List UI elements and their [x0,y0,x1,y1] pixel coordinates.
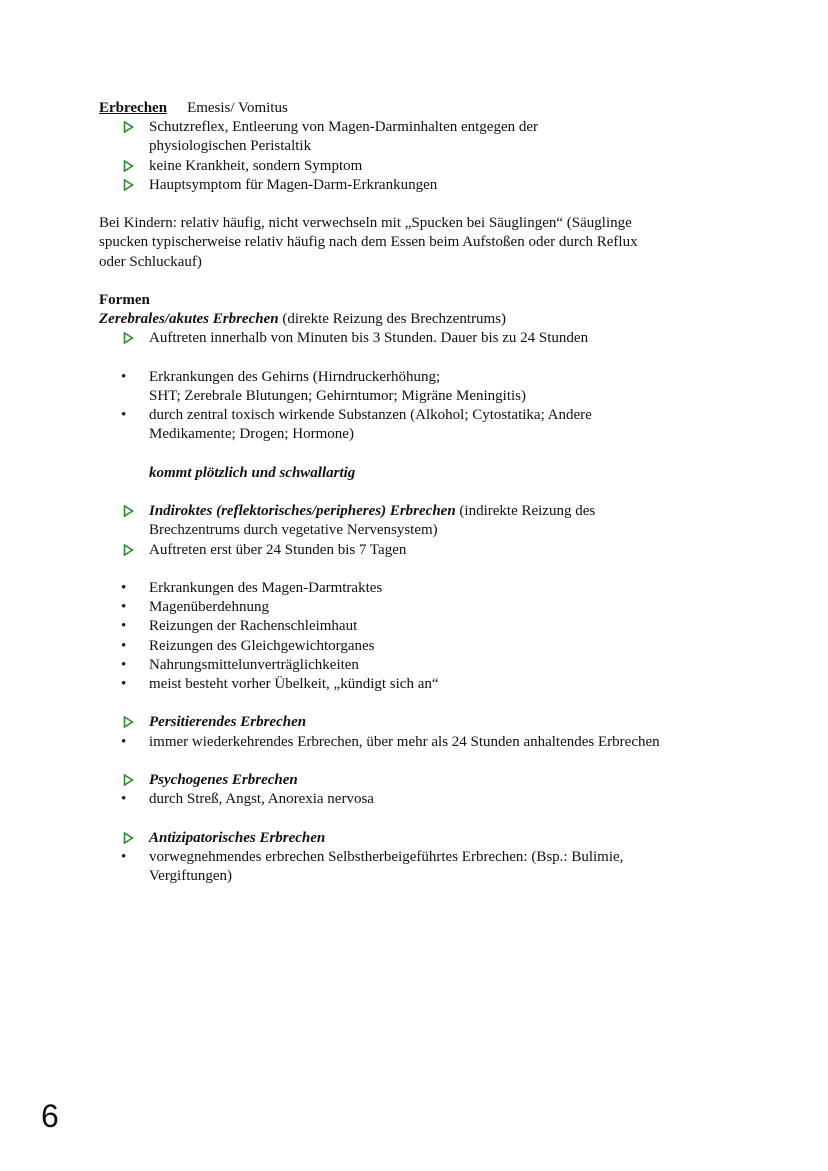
indirekt-title: Indiroktes (reflektorisches/peripheres) Erbrechen [149,503,456,520]
zerebral-summary [99,464,739,483]
zerebral-title: Zerebrales/akutes Erbrechen [99,311,279,328]
cause-text: meist besteht vorher Übelkeit, „kündigt sich an“ [149,676,439,692]
cause-text: durch zentral toxisch wirkende Substanzen (Alkohol; Cytostatika; Andere [149,407,592,424]
cause-text: Erkrankungen des Magen-Darmtraktes [149,579,383,596]
indirekt-cause [99,656,739,675]
page-number: 6 [41,1098,59,1134]
bullet-icon: • [121,637,127,654]
psychogen-desc [99,790,739,809]
bullet-icon: • [121,407,127,424]
intro-point-text: Schutzreflex, Entleerung von Magen-Darminhalten entgegen der [149,119,539,136]
intro-point-text: keine Krankheit, sondern Symptom [149,157,363,174]
zerebral-timing-text: Auftreten innerhalb von Minuten bis 3 Stunden. Dauer bis zu 24 Stunden [149,330,589,347]
zerebral-heading [99,310,739,329]
zerebral-cause [99,406,739,444]
indirekt-cause [99,598,739,617]
paragraph-line: oder Schluckauf) [99,253,202,270]
formen-heading: Formen [99,292,150,308]
heading-subtitle: Emesis/ Vomitus [187,100,288,116]
desc-text: durch Streß, Angst, Anorexia nervosa [149,791,374,808]
bullet-icon: • [121,599,127,616]
bullet-icon: • [121,733,127,750]
arrow-icon [123,502,135,521]
indirekt-cause [99,617,739,636]
document-content [99,99,739,886]
arrow-icon [123,329,135,348]
arrow-icon [123,829,135,848]
antizipatorisch-title: Antizipatorisches Erbrechen [149,829,326,846]
indirekt-timing [99,541,739,560]
zerebral-cause [99,368,739,406]
section-heading [99,99,739,118]
bullet-icon: • [121,368,127,385]
zerebral-note: (direkte Reizung des Brechzentrums) [282,311,506,328]
indirekt-note: Brechzentrums durch vegetative Nervensystem) [149,522,438,539]
bullet-icon: • [121,618,127,635]
desc-text: immer wiederkehrendes Erbrechen, über mehr als 24 Stunden anhaltendes Erbrechen [149,733,660,750]
intro-point [99,157,739,176]
persistierend-heading [99,713,739,732]
bullet-icon: • [121,848,127,865]
desc-text: Vergiftungen) [149,867,233,884]
cause-text: Reizungen des Gleichgewichtorganes [149,637,375,654]
kinder-paragraph [99,214,739,272]
intro-point-text: physiologischen Peristaltik [149,138,312,155]
persistierend-desc [99,733,739,752]
cause-text: Magenüberdehnung [149,599,269,616]
cause-text: Erkrankungen des Gehirns (Hirndruckerhöhung; [149,368,441,385]
indirekt-cause [99,579,739,598]
indirekt-note: (indirekte Reizung des [459,503,596,520]
indirekt-timing-text: Auftreten erst über 24 Stunden bis 7 Tagen [149,541,407,558]
persistierend-title: Persitierendes Erbrechen [149,714,307,731]
intro-point [99,176,739,195]
cause-text: SHT; Zerebrale Blutungen; Gehirntumor; Migräne Meningitis) [149,388,527,404]
arrow-icon [123,771,135,790]
arrow-icon [123,118,135,137]
intro-point [99,118,739,156]
cause-text: Nahrungsmittelunverträglichkeiten [149,656,359,673]
paragraph-line: spucken typischerweise relativ häufig nach dem Essen beim Aufstoßen oder durch Reflux [99,234,638,251]
arrow-icon [123,541,135,560]
bullet-icon: • [121,656,127,673]
zerebral-timing [99,329,739,348]
cause-text: Medikamente; Drogen; Hormone) [149,426,354,443]
bullet-icon: • [121,579,127,596]
psychogen-heading [99,771,739,790]
intro-point-text: Hauptsymptom für Magen-Darm-Erkrankungen [149,176,438,193]
desc-text: vorwegnehmendes erbrechen Selbstherbeigeführtes Erbrechen: (Bsp.: Bulimie, [149,848,624,865]
indirekt-cause [99,637,739,656]
heading-title: Erbrechen [99,100,168,116]
indirekt-heading [99,502,739,540]
bullet-icon: • [121,676,127,692]
arrow-icon [123,713,135,732]
bullet-icon: • [121,791,127,808]
arrow-icon [123,157,135,176]
cause-text: Reizungen der Rachenschleimhaut [149,618,358,635]
indirekt-cause [99,675,739,694]
antizipatorisch-heading [99,829,739,848]
arrow-icon [123,176,135,195]
antizipatorisch-desc [99,848,739,886]
paragraph-line: Bei Kindern: relativ häufig, nicht verwechseln mit „Spucken bei Säuglingen“ (Säuglinge [99,215,632,232]
psychogen-title: Psychogenes Erbrechen [149,771,298,788]
summary-text: kommt plötzlich und schwallartig [149,464,356,481]
